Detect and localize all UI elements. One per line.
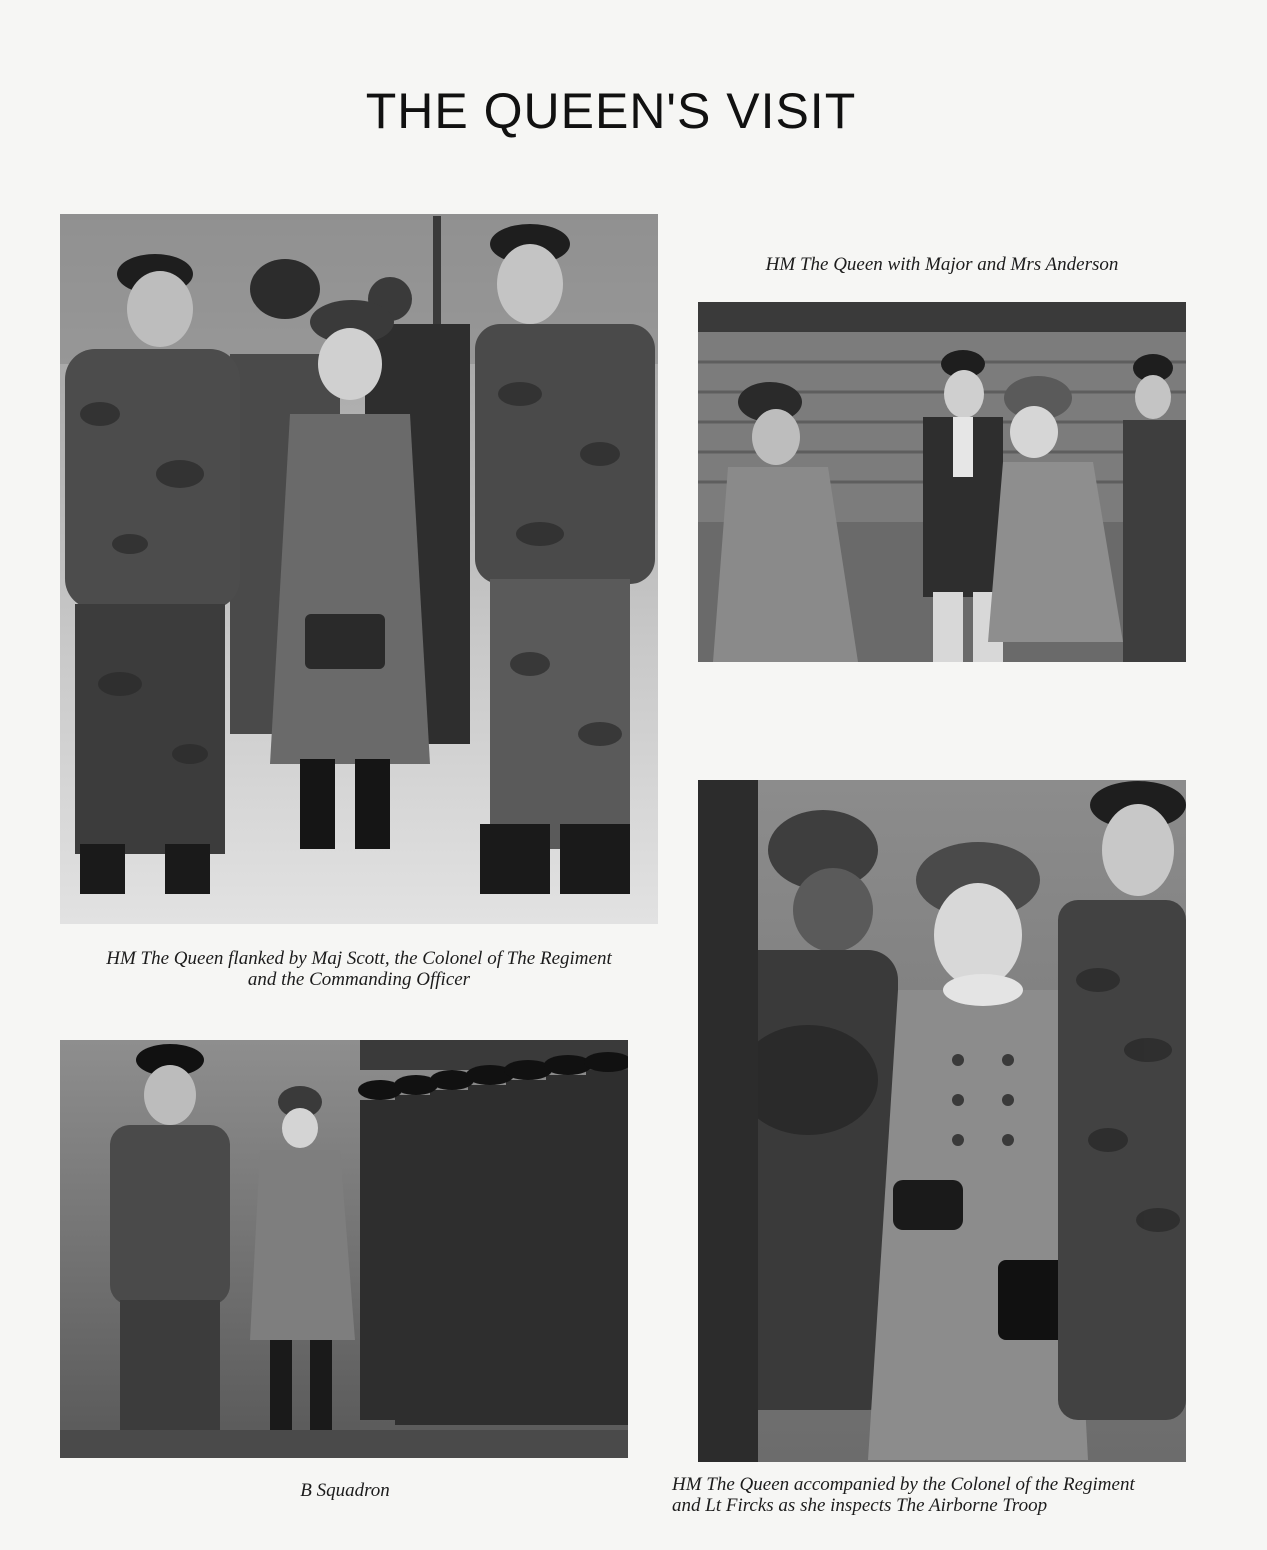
photo-b-squadron: [60, 1040, 628, 1458]
photo-queen-flanked-by-officers: [60, 214, 658, 924]
photo-queen-with-andersons: [698, 302, 1186, 662]
caption-queen-with-andersons: [698, 254, 1186, 275]
photo-airborne-troop: [698, 780, 1186, 1462]
caption-queen-flanked: [60, 948, 658, 990]
caption-line: B Squadron: [300, 1480, 390, 1501]
caption-line: HM The Queen flanked by Maj Scott, the Colonel of The Regiment: [106, 948, 612, 969]
caption-b-squadron: [245, 1480, 445, 1501]
page-title: THE QUEEN'S VISIT: [365, 83, 857, 139]
caption-line: and the Commanding Officer: [247, 969, 471, 990]
caption-airborne-troop: [672, 1474, 1212, 1516]
caption-line: HM The Queen with Major and Mrs Anderson: [765, 254, 1119, 275]
caption-line: HM The Queen accompanied by the Colonel of the Regiment: [672, 1474, 1135, 1495]
caption-line: and Lt Fircks as she inspects The Airborne Troop: [672, 1495, 1048, 1516]
